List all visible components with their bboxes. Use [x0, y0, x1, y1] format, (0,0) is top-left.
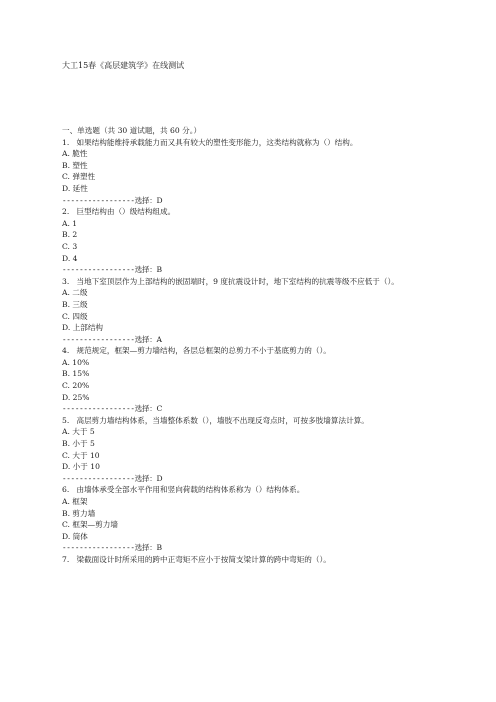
option-d: D. 4	[62, 253, 78, 263]
document-content	[62, 125, 442, 566]
option-d: D. 筒体	[62, 531, 88, 541]
answer-prefix: -----------------选择：	[62, 265, 157, 275]
question-text: 当地下室顶层作为上部结构的嵌固端时，9 度抗震设计时，地下室结构的抗震等级不应低于（）。	[76, 276, 399, 286]
option-c: C. 20%	[62, 381, 90, 391]
option-d: D. 25%	[62, 392, 90, 402]
question-number: 6.	[62, 485, 70, 495]
question-2	[62, 206, 442, 218]
option-d: D. 延性	[62, 183, 88, 193]
option-b: B. 三级	[62, 299, 88, 309]
answer-prefix: -----------------选择：	[62, 334, 157, 344]
answer-prefix: -----------------选择：	[62, 195, 157, 205]
option-a: A. 二级	[62, 288, 88, 298]
option-d: D. 小于 10	[62, 462, 100, 472]
option-a: A. 10%	[62, 357, 90, 367]
option-c: C. 3	[62, 241, 78, 251]
question-text: 如果结构能维持承载能力而又具有较大的塑性变形能力，这类结构就称为（）结构。	[76, 137, 358, 147]
option-a: A. 1	[62, 218, 78, 228]
option-b: B. 剪力墙	[62, 508, 96, 518]
option-b: B. 2	[62, 230, 78, 240]
answer-value: B	[156, 543, 163, 553]
question-4	[62, 345, 442, 357]
answer-value: B	[156, 265, 163, 275]
question-number: 4.	[62, 346, 70, 356]
option-a: A. 大于 5	[62, 427, 95, 437]
question-1	[62, 137, 442, 149]
option-c: C. 框架—剪力墙	[62, 520, 118, 530]
answer-prefix: -----------------选择：	[62, 473, 157, 483]
option-c: C. 弹塑性	[62, 172, 96, 182]
question-number: 7.	[62, 554, 70, 564]
answer-value: D	[156, 473, 163, 483]
option-d: D. 上部结构	[62, 323, 104, 333]
question-3	[62, 276, 442, 288]
answer-line	[62, 403, 442, 415]
question-5	[62, 415, 442, 427]
question-text: 由墙体承受全部水平作用和竖向荷载的结构体系称为（）结构体系。	[76, 485, 305, 495]
question-text: 规范规定，框架—剪力墙结构，各层总框架的总剪力不小于基底剪力的（）。	[76, 346, 331, 356]
option-b: B. 塑性	[62, 160, 88, 170]
answer-value: C	[156, 404, 163, 414]
question-7	[62, 554, 442, 566]
question-number: 2.	[62, 207, 70, 217]
answer-value: A	[156, 334, 162, 344]
answer-line	[62, 473, 442, 485]
answer-prefix: -----------------选择：	[62, 404, 157, 414]
answer-line	[62, 542, 442, 554]
option-a: A. 脆性	[62, 149, 88, 159]
document-title: 大工15春《高层建筑学》在线测试	[62, 61, 185, 70]
question-text: 巨型结构由（）级结构组成。	[76, 207, 176, 217]
answer-prefix: -----------------选择：	[62, 543, 157, 553]
section-header: 一、单选题（共 30 道试题，共 60 分。）	[62, 126, 202, 135]
option-c: C. 四级	[62, 311, 88, 321]
option-b: B. 15%	[62, 369, 90, 379]
question-text: 梁截面设计时所采用的跨中正弯矩不应小于按简支梁计算的跨中弯矩的（）。	[76, 554, 331, 564]
question-number: 1.	[62, 137, 70, 147]
answer-line	[62, 334, 442, 346]
answer-line	[62, 195, 442, 207]
question-6	[62, 484, 442, 496]
answer-value: D	[156, 195, 163, 205]
question-number: 3.	[62, 276, 70, 286]
option-c: C. 大于 10	[62, 450, 100, 460]
option-a: A. 框架	[62, 497, 88, 506]
question-text: 高层剪力墙结构体系，当墙整体系数（），墙肢不出现反弯点时，可按多肢墙算法计算。	[76, 415, 369, 425]
answer-line	[62, 264, 442, 276]
question-number: 5.	[62, 415, 70, 425]
option-b: B. 小于 5	[62, 439, 95, 449]
